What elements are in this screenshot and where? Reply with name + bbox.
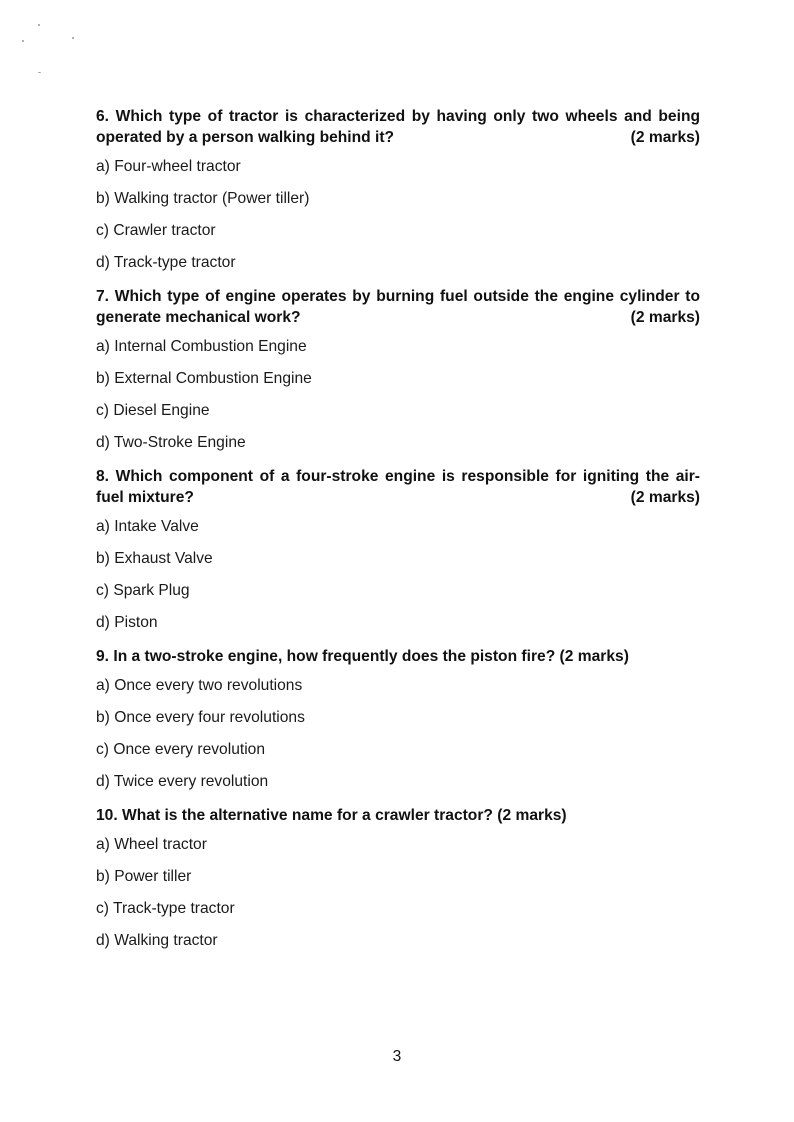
options-list (96, 518, 700, 632)
question-number: 7. (96, 288, 110, 305)
question-text-line1: In a two-stroke engine, how frequently does the piston fire? (2 marks) (113, 648, 629, 665)
question-text-line2: operated by a person walking behind it? (96, 129, 395, 146)
options-list (96, 338, 700, 452)
option-c: c) Crawler tractor (96, 222, 216, 239)
option-a: a) Once every two revolutions (96, 677, 303, 694)
question-text-line2: fuel mixture? (96, 489, 194, 506)
options-list (96, 158, 700, 272)
option-d: d) Track-type tractor (96, 254, 236, 271)
question-block-7 (96, 286, 700, 452)
option-b: b) Exhaust Valve (96, 550, 213, 567)
question-number: 10. (96, 807, 118, 824)
question-9 (96, 646, 700, 667)
scan-speck (38, 24, 40, 26)
question-8 (96, 466, 700, 508)
question-text-line1: Which type of tractor is characterized by having only two wheels and being (115, 108, 700, 125)
exam-content (96, 106, 700, 964)
question-text-line1: Which component of a four-stroke engine is responsible for igniting the air- (115, 468, 700, 485)
question-marks: (2 marks) (630, 489, 700, 506)
option-c: c) Diesel Engine (96, 402, 210, 419)
option-b: b) Walking tractor (Power tiller) (96, 190, 310, 207)
scan-speck (22, 40, 24, 42)
option-b: b) Power tiller (96, 868, 192, 885)
option-a: a) Internal Combustion Engine (96, 338, 307, 355)
option-d: d) Piston (96, 614, 158, 631)
question-text-line1: What is the alternative name for a crawler tractor? (2 marks) (122, 807, 567, 824)
question-number: 6. (96, 108, 110, 125)
question-marks: (2 marks) (630, 129, 700, 146)
question-block-10 (96, 805, 700, 950)
options-list (96, 677, 700, 791)
option-d: d) Walking tractor (96, 932, 218, 949)
option-c: c) Spark Plug (96, 582, 190, 599)
question-block-9 (96, 646, 700, 791)
options-list (96, 836, 700, 950)
scan-speck (38, 72, 41, 73)
option-d: d) Twice every revolution (96, 773, 269, 790)
question-text-line2: generate mechanical work? (96, 309, 301, 326)
question-10 (96, 805, 700, 826)
question-number: 9. (96, 648, 110, 665)
question-number: 8. (96, 468, 110, 485)
option-a: a) Wheel tractor (96, 836, 207, 853)
question-6 (96, 106, 700, 148)
option-c: c) Once every revolution (96, 741, 266, 758)
option-b: b) External Combustion Engine (96, 370, 312, 387)
question-block-8 (96, 466, 700, 632)
option-a: a) Four-wheel tractor (96, 158, 241, 175)
option-a: a) Intake Valve (96, 518, 199, 535)
scan-speck (72, 37, 74, 39)
question-block-6 (96, 106, 700, 272)
question-marks: (2 marks) (630, 309, 700, 326)
question-text-line1: Which type of engine operates by burning fuel outside the engine cylinder to (114, 288, 700, 305)
option-b: b) Once every four revolutions (96, 709, 305, 726)
question-7 (96, 286, 700, 328)
option-c: c) Track-type tractor (96, 900, 235, 917)
page-number: 3 (392, 1048, 402, 1065)
option-d: d) Two-Stroke Engine (96, 434, 246, 451)
